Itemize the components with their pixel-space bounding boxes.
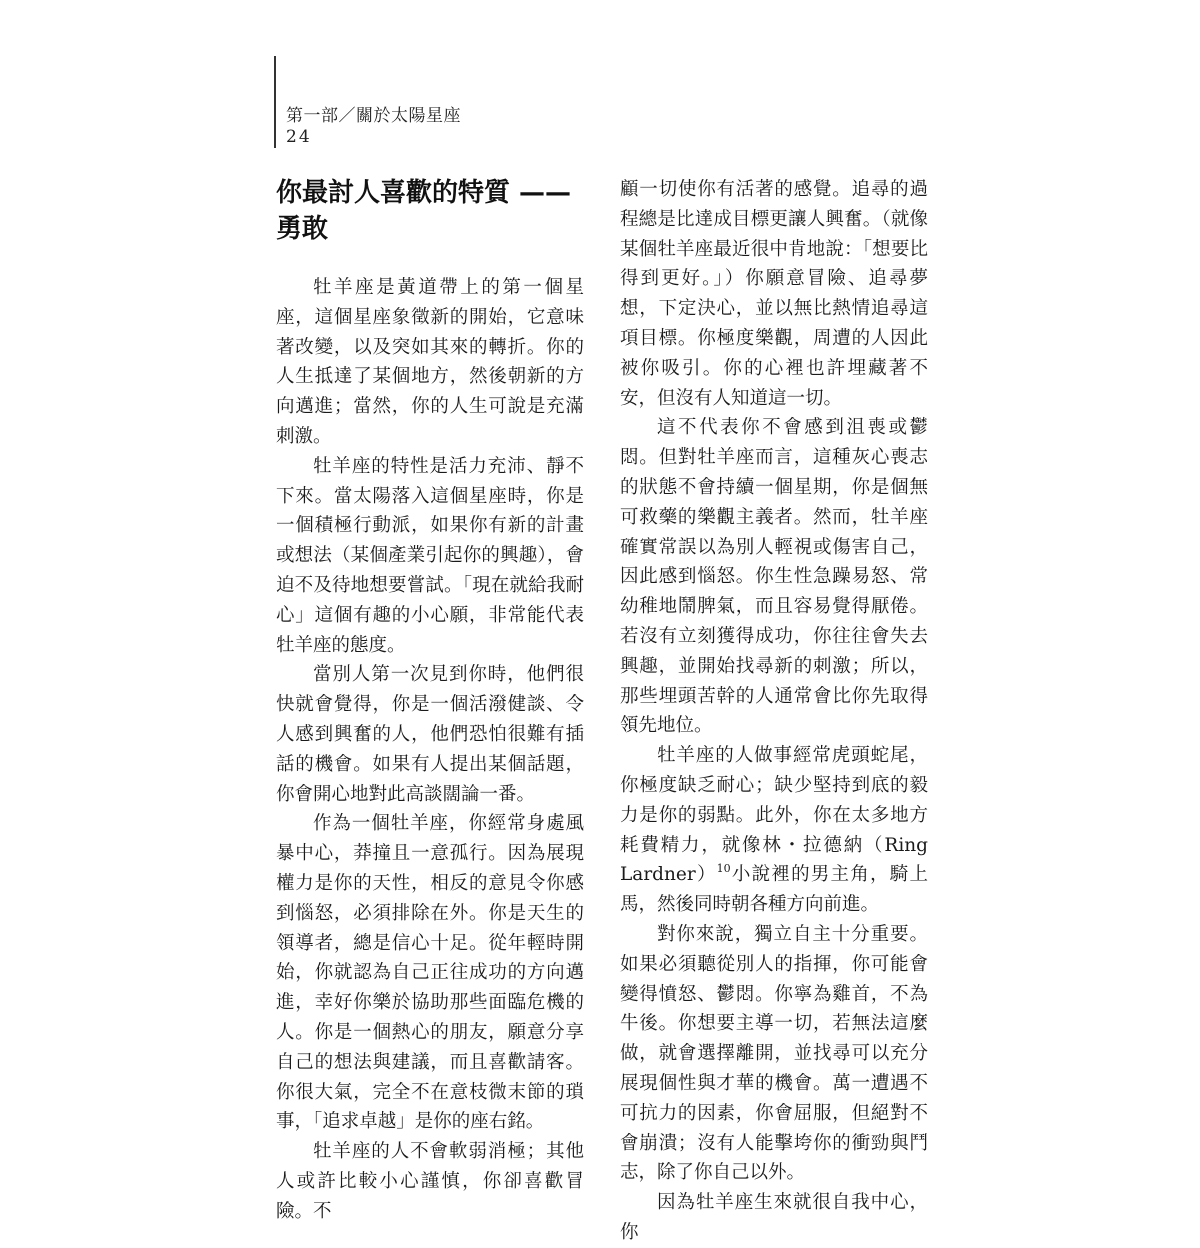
header-rule (274, 56, 276, 148)
paragraph-with-footnote (620, 741, 928, 920)
paragraph: 作為一個牡羊座，你經常身處風暴中心，莽撞且一意孤行。因為展現權力是你的天性，相反的意見令你感到惱怒，必須排除在外。你是天生的領導者，總是信心十足。從年輕時開始，你就認為自己正往成功的方向邁進，幸好你樂於協助那些面臨危機的人。你是一個熱心的朋友，願意分享自己的想法與建議，而且喜歡請客。你很大氣，完全不在意枝微末節的瑣事，「追求卓越」是你的座右銘。 (276, 813, 584, 1133)
footnote-marker: 10 (716, 862, 731, 876)
page-number: 24 (286, 127, 312, 147)
left-column (276, 175, 584, 1227)
heading-line-2: 勇敢 (276, 214, 329, 244)
right-column (620, 175, 928, 1248)
section-title: 第一部／關於太陽星座 (286, 106, 461, 126)
paragraph-text: 小說裡的男主角，騎上馬，然後同時朝各種方向前進。 (620, 864, 928, 916)
paragraph: 對你來說，獨立自主十分重要。如果必須聽從別人的指揮，你可能會變得憤怒、鬱悶。你寧為雞首，不為牛後。你想要主導一切，若無法這麼做，就會選擇離開，並找尋可以充分展現個性與才華的機會。萬一遭遇不可抗力的因素，你會屈服，但絕對不會崩潰；沒有人能擊垮你的衝勁與鬥志，除了你自己以外。 (620, 923, 928, 1184)
article-heading (276, 175, 584, 247)
heading-line-1: 你最討人喜歡的特質 —— (276, 178, 572, 208)
paragraph-continuation: 顧一切使你有活著的感覺。追尋的過程總是比達成目標更讓人興奮。（就像某個牡羊座最近很中肯地說：「想要比得到更好。」）你願意冒險、追尋夢想，下定決心，並以無比熱情追尋這項目標。你極度樂觀，周遭的人因此被你吸引。你的心裡也許埋藏著不安，但沒有人知道這一切。 (620, 179, 928, 409)
paragraph: 牡羊座是黃道帶上的第一個星座，這個星座象徵新的開始，它意味著改變，以及突如其來的轉折。你的人生抵達了某個地方，然後朝新的方向邁進；當然，你的人生可說是充滿刺激。 (276, 277, 584, 447)
paragraph: 牡羊座的人不會軟弱消極；其他人或許比較小心謹慎，你卻喜歡冒險。不 (276, 1141, 584, 1222)
paragraph: 因為牡羊座生來就很自我中心，你 (620, 1192, 928, 1243)
paragraph: 這不代表你不會感到沮喪或鬱悶。但對牡羊座而言，這種灰心喪志的狀態不會持續一個星期，你是個無可救藥的樂觀主義者。然而，牡羊座確實常誤以為別人輕視或傷害自己，因此感到惱怒。你生性急躁易怒、常幼稚地鬧脾氣，而且容易覺得厭倦。若沒有立刻獲得成功，你往往會失去興趣，並開始找尋新的刺激；所以，那些埋頭苦幹的人通常會比你先取得領先地位。 (620, 417, 928, 737)
paragraph-text: 牡羊座的人做事經常虎頭蛇尾，你極度缺乏耐心；缺少堅持到底的毅力是你的弱點。此外，你在太多地方耗費精力，就像林・拉德納（Ring Lardner） (620, 745, 928, 886)
paragraph: 當別人第一次見到你時，他們很快就會覺得，你是一個活潑健談、令人感到興奮的人，他們恐怕很難有插話的機會。如果有人提出某個話題，你會開心地對此高談闊論一番。 (276, 664, 584, 805)
paragraph: 牡羊座的特性是活力充沛、靜不下來。當太陽落入這個星座時，你是一個積極行動派，如果你有新的計畫或想法（某個產業引起你的興趣），會迫不及待地想要嘗試。「現在就給我耐心」這個有趣的小心願，非常能代表牡羊座的態度。 (276, 455, 584, 656)
